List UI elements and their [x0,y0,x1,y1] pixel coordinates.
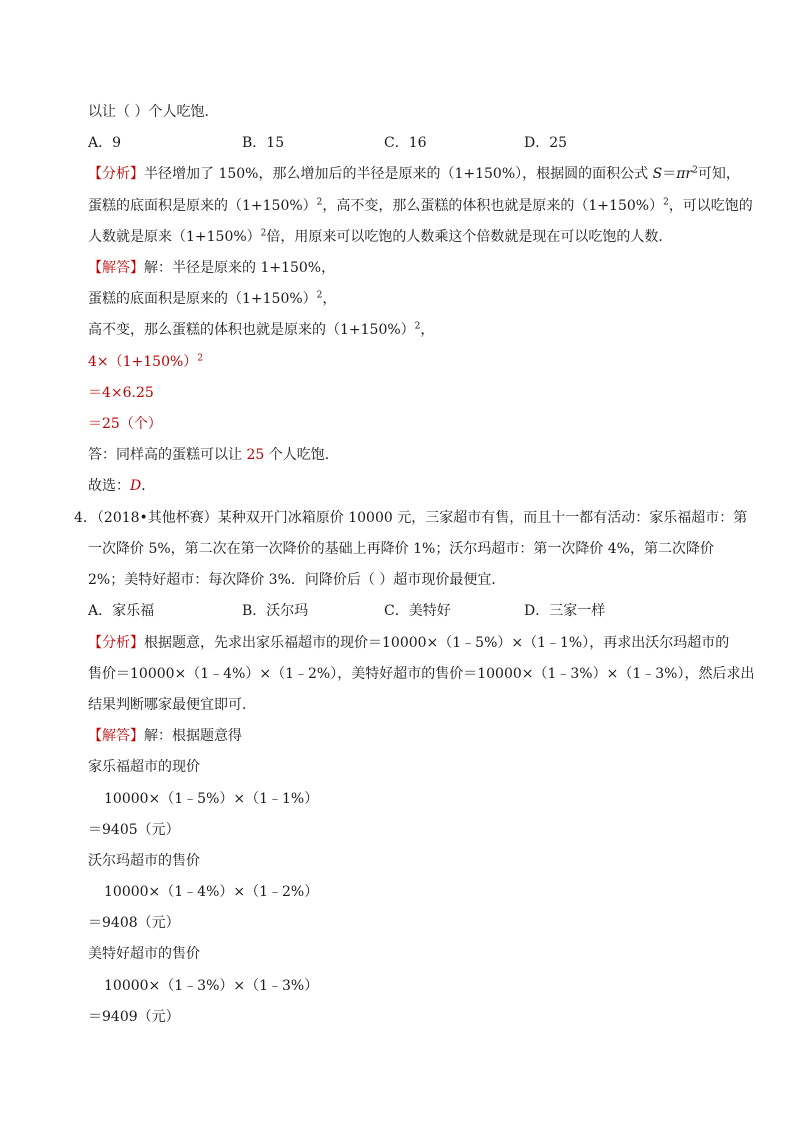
q3-stem-tail: 以让（ ）个人吃饱． [88,104,219,120]
q4-line-meitehao-label: 美特好超市的售价 [88,946,200,962]
analysis-tag: 【分析】 [88,635,144,651]
q4-line-carrefour-expr: 10000×（1﹣5%）×（1﹣1%） [104,791,319,807]
q4-line-walmart-expr: 10000×（1﹣4%）×（1﹣2%） [104,884,319,900]
q4-line-meitehao-result: ＝9409（元） [88,1009,180,1025]
q4-option-d: D．三家一样 [524,603,606,619]
q3-choice: 故选：D． [88,478,156,494]
q4-line-carrefour-result: ＝9405（元） [88,822,180,838]
q4-stem-line-2: 一次降价 5%，第二次在第一次降价的基础上再降价 1%；沃尔玛超市：第一次降价 4%，第二次降价 [88,541,714,557]
answer-tag: 【解答】 [88,260,144,276]
q4-answer-line-1: 【解答】解：根据题意得 [88,728,242,744]
q4-option-a: A．家乐福 [88,603,155,619]
q3-answer-line-3: 高不变，那么蛋糕的体积也就是原来的$(1+150\%)^2$， [88,321,435,338]
q4-stem-line-3: 2%；美特好超市：每次降价 3%．问降价后（ ）超市现价最便宜． [88,572,506,588]
q4-line-meitehao-expr: 10000×（1﹣3%）×（1﹣3%） [104,978,319,994]
q3-calc-line-1: $4\times(1+150\%)^2$ [88,353,204,370]
q4-line-walmart-label: 沃尔玛超市的售价 [88,853,200,869]
q3-option-a: A．9 [88,135,122,151]
q3-option-b: B．15 [242,135,285,151]
q4-option-b: B．沃尔玛 [242,603,309,619]
q3-option-d: D．25 [524,135,568,151]
q4-analysis-line-3: 结果判断哪家最便宜即可． [88,697,256,713]
q3-reply: 答：同样高的蛋糕可以让 25 个人吃饱． [88,447,339,463]
q3-option-c: C．16 [384,135,427,151]
q4-analysis-line-1: 【分析】根据题意，先求出家乐福超市的现价＝10000×（1﹣5%）×（1﹣1%），再求出沃尔玛超市的 [88,635,730,651]
q3-calc-line-2: ＝4×6.25 [88,385,154,401]
analysis-tag: 【分析】 [88,166,144,182]
q3-analysis-line-1: 【分析】半径增加了 150%，那么增加后的半径是原来的（1+150%），根据圆的面积公式 $S=\pi r^2$可知， [88,165,740,182]
q4-line-carrefour-label: 家乐福超市的现价 [88,759,200,775]
q3-analysis-line-2: 蛋糕的底面积是原来的$(1+150\%)^2$，高不变，那么蛋糕的体积也就是原来的$(1+150\%)^2$，可以吃饱的 [88,197,753,214]
q4-line-walmart-result: ＝9408（元） [88,915,180,931]
q3-analysis-line-3: 人数就是原来$(1+150\%)^2$倍，用原来可以吃饱的人数乘这个倍数就是现在可以吃饱的人数． [88,228,673,245]
q4-stem-line-1: 4．（2018•其他杯赛）某种双开门冰箱原价 10000 元，三家超市有售，而且十一都有活动：家乐福超市：第 [74,510,748,526]
answer-tag: 【解答】 [88,728,144,744]
q3-answer-line-2: 蛋糕的底面积是原来的$(1+150\%)^2$， [88,290,337,307]
q3-calc-line-3: ＝25（个） [88,416,162,432]
q4-option-c: C．美特好 [384,603,451,619]
q3-answer-line-1: 【解答】解：半径是原来的 1+150%， [88,260,336,276]
q4-analysis-line-2: 售价＝10000×（1﹣4%）×（1﹣2%），美特好超市的售价＝10000×（1﹣3%）×（1﹣3%），然后求出 [88,666,755,682]
